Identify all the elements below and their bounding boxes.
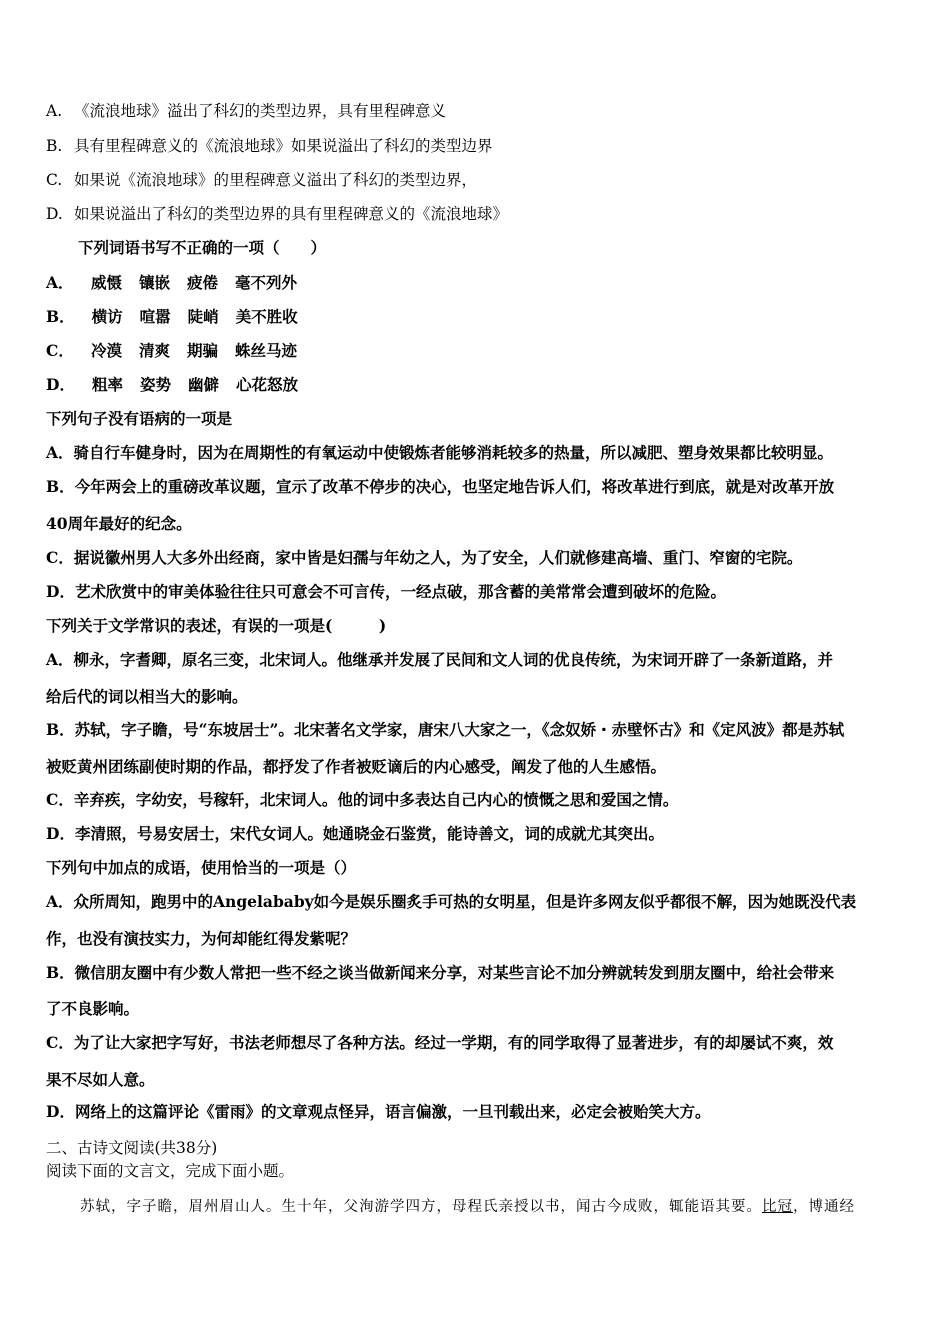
- q-spelling-option-b: B． 横访 喧嚣 陡峭 美不胜收: [46, 307, 298, 326]
- q-spelling-option-a: A． 威慑 镶嵌 疲倦 毫不列外: [46, 273, 298, 292]
- q-literature-option-b-line2: 被贬黄州团练副使时期的作品，都抒发了作者被贬谪后的内心感受，阐发了他的人生感悟。: [46, 757, 667, 776]
- q-grammar-option-b-line1: B．今年两会上的重磅改革议题，宣示了改革不停步的决心，也坚定地告诉人们，将改革进行到底，就是对改革开放: [46, 477, 835, 496]
- q-spelling-option-d: D． 粗率 姿势 幽僻 心花怒放: [46, 375, 299, 394]
- q-grammar-option-d: D．艺术欣赏中的审美体验往往只可意会不可言传，一经点破，那含蓄的美常常会遭到破坏的危险。: [46, 582, 726, 601]
- q-idiom-option-c-line2: 果不尽如人意。: [46, 1070, 155, 1089]
- q-grammar-option-c: C．据说徽州男人大多外出经商，家中皆是妇孺与年幼之人，为了安全，人们就修建高墙、重门、窄窗的宅院。: [46, 548, 803, 567]
- q-spelling-stem: 下列词语书写不正确的一项（ ）: [78, 238, 327, 257]
- q-idiom-option-a-line1: A．众所周知，跑男中的Angelababy如今是娱乐圈炙手可热的女明星，但是许多网友似乎都很不解，因为她既没代表: [46, 892, 857, 911]
- q-literature-option-d: D．李清照，号易安居士，宋代女词人。她通晓金石鉴赏，能诗善文，词的成就尤其突出。: [46, 824, 664, 843]
- q-a-option-b: B. 具有里程碑意义的《流浪地球》如果说溢出了科幻的类型边界: [46, 137, 493, 155]
- q-grammar-stem: 下列句子没有语病的一项是: [46, 409, 233, 428]
- classical-passage-line1: 苏轼，字子瞻，眉州眉山人。生十年，父洵游学四方，母程氏亲授以书，闻古今成败，辄能语其要。比冠，博通经: [80, 1199, 855, 1215]
- q-grammar-option-a: A．骑自行车健身时，因为在周期性的有氧运动中使锻炼者能够消耗较多的热量，所以减肥、塑身效果都比较明显。: [46, 443, 834, 462]
- underlined-term: 比冠: [762, 1199, 793, 1215]
- section-instruction: 阅读下面的文言文，完成下面小题。: [46, 1162, 295, 1180]
- q-idiom-stem: 下列句中加点的成语，使用恰当的一项是（）: [46, 858, 357, 877]
- section-heading: 二、古诗文阅读(共38分): [46, 1139, 218, 1157]
- q-a-option-c: C. 如果说《流浪地球》的里程碑意义溢出了科幻的类型边界，: [46, 171, 478, 189]
- q-literature-option-c: C．辛弃疾，字幼安，号稼轩，北宋词人。他的词中多表达自己内心的愤慨之思和爱国之情。: [46, 790, 679, 809]
- q-spelling-option-c: C． 冷漠 清爽 期骗 蛛丝马迹: [46, 341, 298, 360]
- q-grammar-option-b-line2: 40周年最好的纪念。: [46, 514, 192, 533]
- q-idiom-option-d: D．网络上的这篇评论《雷雨》的文章观点怪异，语言偏激，一旦刊载出来，必定会被贻笑大方。: [46, 1102, 711, 1121]
- q-literature-option-a-line2: 给后代的词以相当大的影响。: [46, 687, 248, 706]
- q-idiom-option-a-line2: 作，也没有演技实力，为何却能红得发紫呢？: [46, 929, 357, 948]
- q-idiom-option-b-line1: B．微信朋友圈中有少数人常把一些不经之谈当做新闻来分享，对某些言论不加分辨就转发到朋友圈中，给社会带来: [46, 963, 835, 982]
- q-idiom-option-c-line1: C．为了让大家把字写好，书法老师想尽了各种方法。经过一学期，有的同学取得了显著进步，有的却屡试不爽，效: [46, 1033, 834, 1052]
- q-literature-stem: 下列关于文学常识的表述，有误的一项是( ): [46, 616, 387, 635]
- q-a-option-d: D. 如果说溢出了科幻的类型边界的具有里程碑意义的《流浪地球》: [46, 205, 509, 223]
- q-idiom-option-b-line2: 了不良影响。: [46, 999, 140, 1018]
- q-literature-option-a-line1: A．柳永，字耆卿，原名三变，北宋词人。他继承并发展了民间和文人词的优良传统，为宋词开辟了一条新道路，并: [46, 650, 834, 669]
- q-a-option-a: A. 《流浪地球》溢出了科幻的类型边界，具有里程碑意义: [46, 102, 447, 120]
- q-literature-option-b-line1: B．苏轼，字子瞻，号“东坡居士”。北宋著名文学家，唐宋八大家之一，《念奴娇・赤壁怀古》和《定风波》都是苏轼: [46, 720, 845, 739]
